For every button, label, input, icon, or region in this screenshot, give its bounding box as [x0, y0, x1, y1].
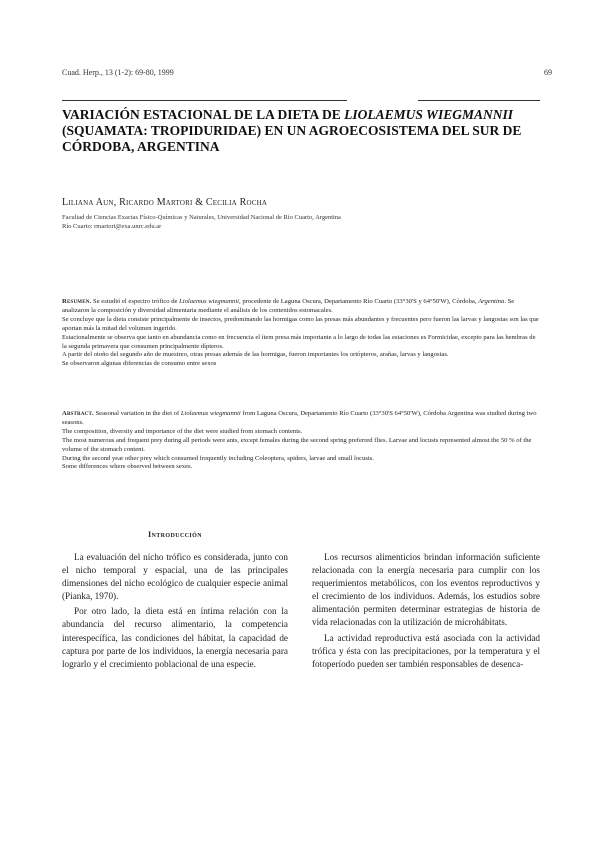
page-number: 69 [544, 68, 552, 77]
resumen-text: . Se analizaron la composición y diversidad alimentaria mediante el análisis de los contenidos estomacales. [62, 298, 515, 314]
resumen-text: , procedente de Laguna Oscura, Departamento Río Cuarto (33°30'S y 64°50'W), Córdoba, [239, 298, 479, 305]
title-rule-right [418, 100, 540, 101]
abstract-p3: The most numerous and frequent prey during all periods were ants, except females during the second spring preferred flies. Larvae and locusts represented almost the 50 % of the volume of the stomach content. [62, 436, 532, 453]
resumen-label: Resumen. [62, 298, 92, 305]
journal-citation: Cuad. Herp., 13 (1-2): 69-80, 1999 [62, 68, 174, 77]
title-part2: (SQUAMATA: TROPIDURIDAE) EN UN AGROECOSISTEMA DEL SUR DE CÓRDOBA, ARGENTINA [62, 123, 522, 154]
resumen-country: Argentina [478, 298, 505, 305]
abstract-p2: The composition, diversity and importance of the diet were studied from stomach contents. [62, 427, 303, 435]
article-title [62, 107, 542, 155]
abstract-text: Seasonal variation in the diet of [93, 410, 181, 417]
resumen-text: Se estudió el espectro trófico de [91, 298, 180, 305]
left-paragraph-2: Por otro lado, la dieta está en íntima relación con la abundancia del recurso alimentario, la competencia interespecífica, las condiciones del hábitat, la capacidad de captura por parte de los individuos, la energía necesaria para lograrlo y el crecimiento poblacional de una especie. [62, 606, 288, 669]
resumen-p1 [62, 298, 540, 316]
section-heading: Introducción [148, 530, 202, 539]
affiliation-line2: Río Cuarto: rmartori@exa.unrc.edu.ar [62, 223, 162, 230]
abstract-p4: During the second year other prey which consumed frequently including Coleoptera, spiders, larvae and small locusts. [62, 454, 375, 462]
title-rule-left [62, 100, 347, 101]
abstract-species: Liolaemus wiegmannii [180, 410, 241, 417]
title-part1: VARIACIÓN ESTACIONAL DE LA DIETA DE [62, 107, 345, 122]
left-paragraph-1: La evaluación del nicho trófico es considerada, junto con el nicho temporal y espacial, una de las principales dimensiones del nicho ecológico de cualquier especie animal (Pianka, 1970). [62, 552, 288, 602]
resumen-p5: Se observaron algunas diferencias de consumo entre sexos [62, 360, 217, 368]
right-column [312, 551, 540, 671]
abstract-p1 [62, 410, 540, 428]
abstract-text: from Laguna Oscura, Departamento Río Cuarto (33°30'S 64°50'W), Córdoba Argentina was studied during two seasons. [62, 410, 537, 426]
resumen-block [62, 298, 540, 369]
title-species: LIOLAEMUS WIEGMANNII [344, 107, 513, 122]
affiliation-line1: Facultad de Ciencias Exactas Físico-Químicas y Naturales, Universidad Nacional de Río Cuarto, Argentina [62, 214, 341, 221]
abstract-block [62, 410, 540, 472]
abstract-label: Abstract. [62, 410, 94, 417]
affiliation [62, 213, 402, 231]
resumen-p3: Estacionalmente se observa que tanto en abundancia como en frecuencia el ítem presa más importante a lo largo de todas las estaciones es Formicidae, excepto para las hembras de la segunda primavera que consumen principalmente dípteros. [62, 333, 536, 350]
resumen-species: Liolaemus wiegmannii [179, 298, 240, 305]
left-column [62, 551, 288, 671]
right-paragraph-2: La actividad reproductiva está asociada con la actividad trófica y ésta con las precipitaciones, por la temperatura y el fotoperíodo pueden ser también responsables de desenca- [312, 632, 540, 669]
resumen-p4: A partir del otoño del segundo año de muestreo, otras presas además de las hormigas, fueron importantes los ortópteros, arañas, larvas y langostas. [62, 351, 449, 359]
authors: Liliana Aun, Ricardo Martori & Cecilia Rocha [62, 197, 268, 208]
resumen-p2: Se concluye que la dieta consiste principalmente de insectos, predominando las hormigas como las presas más abundantes y frecuentes pero fueron las larvas y langostas son las que aportan más la mitad del volumen ingerido. [62, 315, 539, 332]
right-paragraph-1: Los recursos alimenticios brindan información suficiente relacionada con la energía necesaria para cumplir con los requerimientos metabólicos, con los eventos reproductivos y el crecimiento de los individuos. Además, los estudios sobre alimentación permiten determinar estrategias de historia de vida relacionadas con la utilización de microhábitats. [312, 552, 540, 628]
abstract-p5: Some differences where observed between sexes. [62, 463, 193, 471]
